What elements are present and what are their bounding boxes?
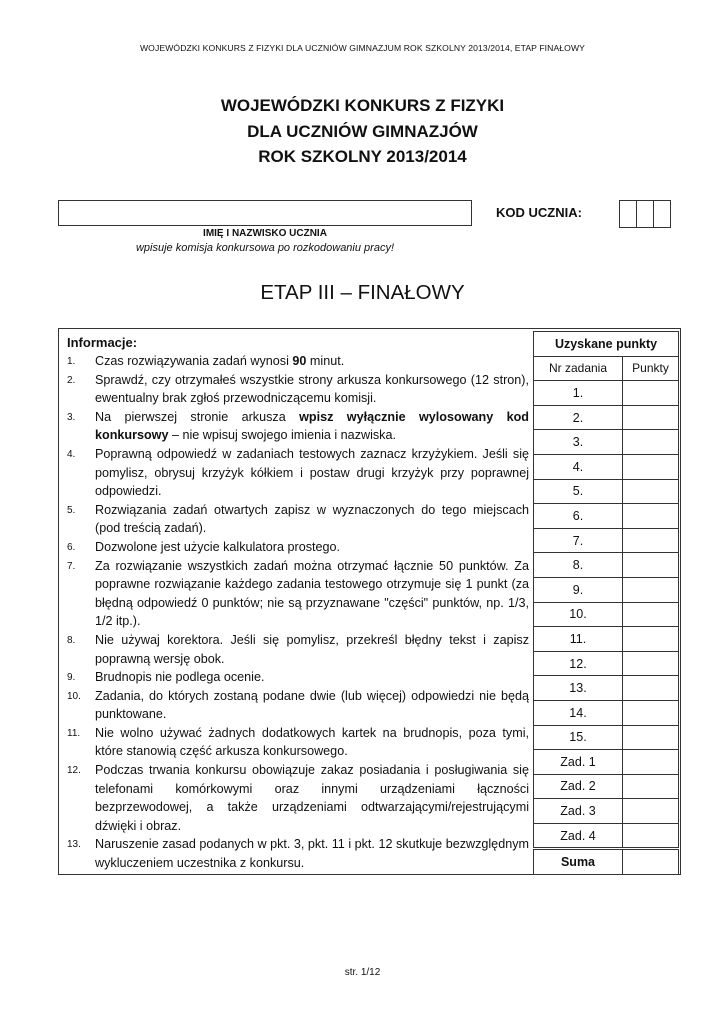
table-row: 7.: [534, 528, 679, 553]
table-row: 4.: [534, 454, 679, 479]
points-cell[interactable]: [623, 602, 679, 627]
table-row: 5.: [534, 479, 679, 504]
table-row: 13.: [534, 676, 679, 701]
title-line-1: WOJEWÓDZKI KONKURS Z FIZYKI: [220, 96, 505, 115]
table-row: 11.: [534, 627, 679, 652]
student-code-boxes[interactable]: [619, 200, 671, 228]
info-item: 12. Podczas trwania konkursu obowiązuje zakaz posiadania i posługiwania się telefonami komórkowymi oraz innymi urządzeniami łączności bezprzewodowej, a także urządzeniami odtwarzającymi/rejestrującymi dźwięki i obraz.: [67, 763, 529, 833]
score-table-title: Uzyskane punkty: [534, 332, 679, 357]
points-cell[interactable]: [623, 528, 679, 553]
info-title: Informacje:: [67, 335, 138, 350]
points-cell[interactable]: [623, 676, 679, 701]
code-box-3[interactable]: [653, 201, 670, 227]
points-cell[interactable]: [623, 504, 679, 529]
table-row: 2.: [534, 405, 679, 430]
table-row: 12.: [534, 651, 679, 676]
col-task-number: Nr zadania: [534, 356, 623, 381]
info-item: 11. Nie wolno używać żadnych dodatkowych kartek na brudnopis, poza tymi, które stanowią część arkusza konkursowego.: [67, 725, 529, 759]
table-row: Zad. 1: [534, 750, 679, 775]
info-item: 7. Za rozwiązanie wszystkich zadań można otrzymać łącznie 50 punktów. Za poprawne rozwiązanie każdego zadania testowego otrzymuje się 1 punkt (za błędną odpowiedź 0 punktów; nie są przyznawane "części" punktów, np. 1/3, 1/2 itp.).: [67, 558, 529, 629]
title-line-3: ROK SZKOLNY 2013/2014: [258, 147, 467, 166]
points-cell[interactable]: [623, 405, 679, 430]
info-score-frame: [58, 328, 681, 875]
info-item: 10. Zadania, do których zostaną podane dwie (lub więcej) odpowiedzi nie będą punktowane.: [67, 688, 529, 722]
points-cell[interactable]: [623, 479, 679, 504]
table-row: 15.: [534, 725, 679, 750]
code-box-1[interactable]: [620, 201, 636, 227]
info-item: 3. Na pierwszej stronie arkusza wpisz wyłącznie wylosowany kod konkursowy – nie wpisuj swojego imienia i nazwiska.: [67, 409, 529, 443]
table-row: 3.: [534, 430, 679, 455]
table-row: Zad. 4: [534, 823, 679, 849]
points-cell[interactable]: [623, 651, 679, 676]
document-title: [0, 93, 725, 170]
table-row: Zad. 3: [534, 799, 679, 824]
points-cell[interactable]: [623, 627, 679, 652]
sum-row: Suma: [534, 849, 679, 875]
student-name-label: IMIĘ I NAZWISKO UCZNIA: [203, 228, 327, 239]
info-item: 8. Nie używaj korektora. Jeśli się pomylisz, przekreśl błędny tekst i zapisz poprawną wersję obok.: [67, 632, 529, 666]
info-item: 6. Dozwolone jest użycie kalkulatora prostego.: [67, 539, 341, 554]
page-number: str. 1/12: [344, 967, 381, 978]
points-cell[interactable]: [623, 454, 679, 479]
stage-title: ETAP III – FINAŁOWY: [260, 281, 465, 304]
student-code-label: KOD UCZNIA:: [496, 205, 582, 220]
points-cell[interactable]: [623, 725, 679, 750]
title-line-2: DLA UCZNIÓW GIMNAZJÓW: [247, 121, 478, 141]
points-cell[interactable]: [623, 553, 679, 578]
student-name-field[interactable]: [58, 200, 472, 226]
info-item: 9. Brudnopis nie podlega ocenie.: [67, 670, 265, 685]
sum-points-cell[interactable]: [623, 849, 679, 875]
info-item: 4. Poprawną odpowiedź w zadaniach testowych zaznacz krzyżykiem. Jeśli się pomylisz, obrysuj krzyżyk kółkiem i postaw drugi krzyżyk przy poprawnej odpowiedzi.: [67, 446, 529, 499]
table-row: 1.: [534, 381, 679, 406]
student-name-note: wpisuje komisja konkursowa po rozkodowaniu pracy!: [135, 242, 394, 254]
table-row: Zad. 2: [534, 774, 679, 799]
info-item: 5. Rozwiązania zadań otwartych zapisz w wyznaczonych do tego miejscach (pod treścią zadań).: [67, 502, 529, 536]
info-item: 13. Naruszenie zasad podanych w pkt. 3, pkt. 11 i pkt. 12 skutkuje bezwzględnym wykluczeniem uczestnika z konkursu.: [67, 837, 529, 871]
points-cell[interactable]: [623, 430, 679, 455]
table-row: 10.: [534, 602, 679, 627]
points-cell[interactable]: [623, 823, 679, 849]
info-section: [59, 329, 529, 873]
points-cell[interactable]: [623, 381, 679, 406]
points-cell[interactable]: [623, 774, 679, 799]
code-box-2[interactable]: [636, 201, 653, 227]
table-row: 14.: [534, 700, 679, 725]
table-row: 6.: [534, 504, 679, 529]
points-cell[interactable]: [623, 577, 679, 602]
points-cell[interactable]: [623, 799, 679, 824]
score-table: [533, 331, 679, 875]
running-header: WOJEWÓDZKI KONKURS Z FIZYKI DLA UCZNIÓW GIMNAZJUM ROK SZKOLNY 2013/2014, ETAP FINAŁOWY: [139, 43, 586, 53]
info-list: [67, 352, 529, 873]
points-cell[interactable]: [623, 700, 679, 725]
points-cell[interactable]: [623, 750, 679, 775]
info-item: 2. Sprawdź, czy otrzymałeś wszystkie strony arkusza konkursowego (12 stron), ewentualny brak zgłoś przewodniczącemu komisji.: [67, 372, 529, 406]
info-item: 1. Czas rozwiązywania zadań wynosi 90 minut.: [67, 354, 345, 368]
col-points: Punkty: [623, 356, 679, 381]
table-row: 9.: [534, 577, 679, 602]
table-row: 8.: [534, 553, 679, 578]
